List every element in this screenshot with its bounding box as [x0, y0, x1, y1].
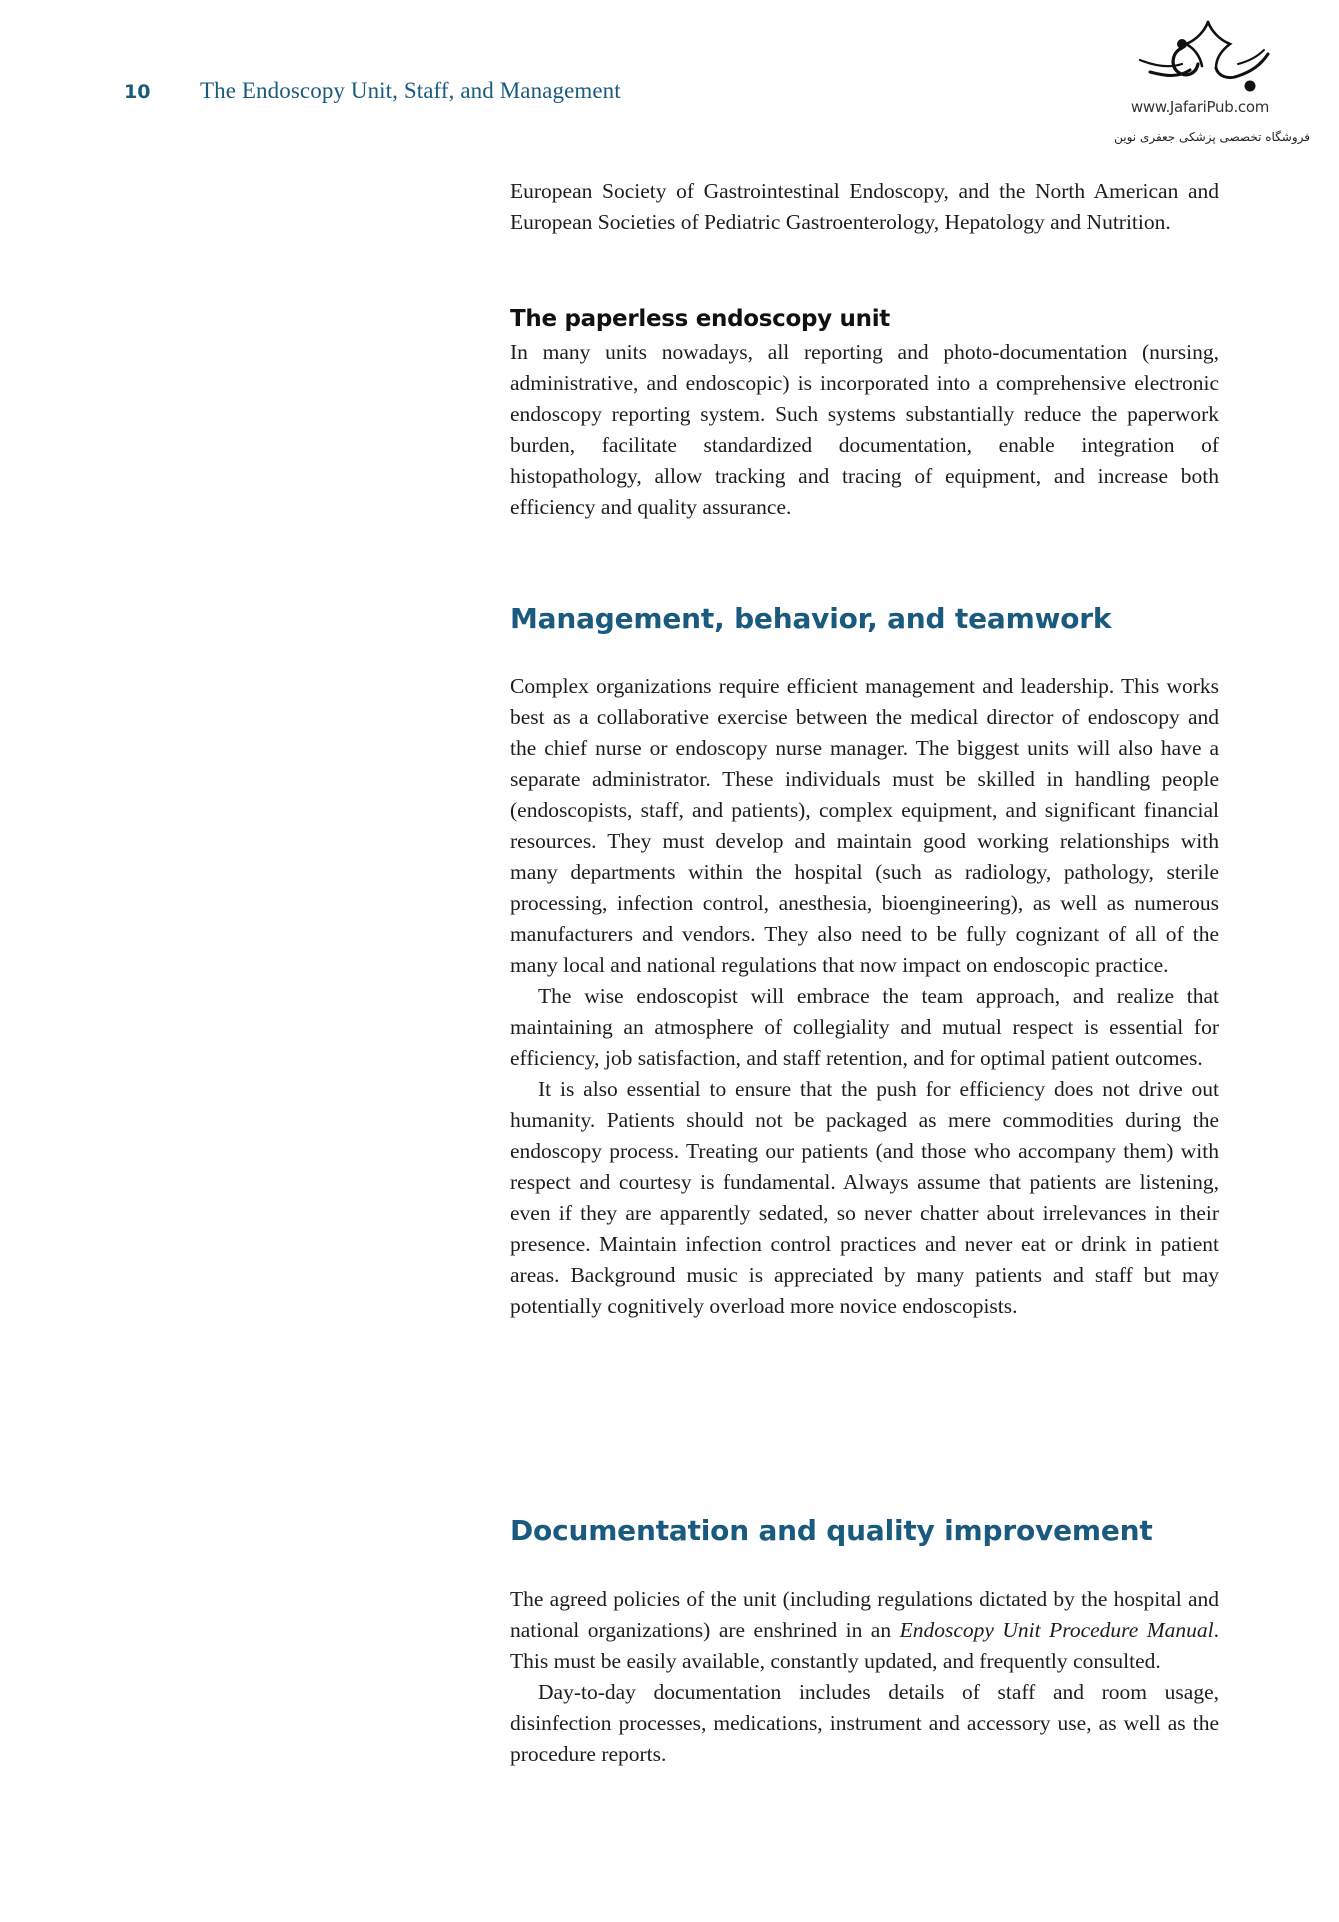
- publisher-tagline: فروشگاه تخصصی پزشکی جعفری نوین: [1114, 130, 1310, 144]
- documentation-text: The agreed policies of the unit (including regulations dictated by the hospital and national organizations) are enshrined in an: [510, 1587, 1219, 1642]
- intro-paragraph: European Society of Gastrointestinal Endoscopy, and the North American and European Societies of Pediatric Gastroenterology, Hepatology and Nutrition.: [510, 179, 1219, 234]
- subheading-paperless-unit: The paperless endoscopy unit: [510, 306, 890, 332]
- documentation-text: . This must be easily available, constantly updated, and frequently consulted.: [510, 1618, 1220, 1673]
- documentation-paragraph: Day-to-day documentation includes details of staff and room usage, disinfection processes, medications, instrument and accessory use, as well as the procedure reports.: [510, 1680, 1219, 1766]
- management-section-body: [510, 671, 1219, 1322]
- management-paragraph: The wise endoscopist will embrace the team approach, and realize that maintaining an atmosphere of collegiality and mutual respect is essential for efficiency, job satisfaction, and staff retention, and for optimal patient outcomes.: [510, 984, 1219, 1070]
- procedure-manual-title: Endoscopy Unit Procedure Manual: [899, 1618, 1214, 1642]
- management-paragraph: It is also essential to ensure that the push for efficiency does not drive out humanity. Patients should not be packaged as mere commodities during the endoscopy process. Treating our patients (and those who accompany them) with respect and courtesy is fundamental. Always assume that patients are listening, even if they are apparently sedated, so never chatter about irrelevances in their presence. Maintain infection control practices and never eat or drink in patient areas. Background music is appreciated by many patients and staff but may potentially cognitively overload more novice endoscopists.: [510, 1077, 1219, 1318]
- logo-dot: [1245, 81, 1256, 92]
- section-heading-management: Management, behavior, and teamwork: [510, 602, 1112, 635]
- running-header: [124, 78, 621, 108]
- documentation-section-body: [510, 1584, 1219, 1770]
- logo-dot: [1177, 39, 1187, 49]
- running-title: The Endoscopy Unit, Staff, and Management: [200, 78, 621, 103]
- management-paragraph: Complex organizations require efficient management and leadership. This works best as a collaborative exercise between the medical director of endoscopy and the chief nurse or endoscopy nurse manager. The biggest units will also have a separate administrator. These individuals must be skilled in handling people (endoscopists, staff, and patients), complex equipment, and significant financial resources. They must develop and maintain good working relationships with many departments within the hospital (such as radiology, pathology, sterile processing, infection control, anesthesia, bioengineering), as well as numerous manufacturers and vendors. They also need to be fully cognizant of all of the many local and national regulations that now impact on endoscopic practice.: [510, 674, 1219, 977]
- calligraphy-logo-icon: [1120, 18, 1280, 98]
- publisher-url: www.JafariPub.com: [1130, 98, 1270, 116]
- section-heading-documentation: Documentation and quality improvement: [510, 1514, 1153, 1547]
- publisher-watermark: [1090, 18, 1320, 158]
- paperless-paragraph: In many units nowadays, all reporting and photo-documentation (nursing, administrative, and endoscopic) is incorporated into a comprehensive electronic endoscopy reporting system. Such systems substantially reduce the paperwork burden, facilitate standardized documentation, enable integration of histopathology, allow tracking and tracing of equipment, and increase both efficiency and quality assurance.: [510, 340, 1219, 519]
- page-number: 10: [124, 81, 151, 103]
- documentation-paragraph: [510, 1584, 1219, 1677]
